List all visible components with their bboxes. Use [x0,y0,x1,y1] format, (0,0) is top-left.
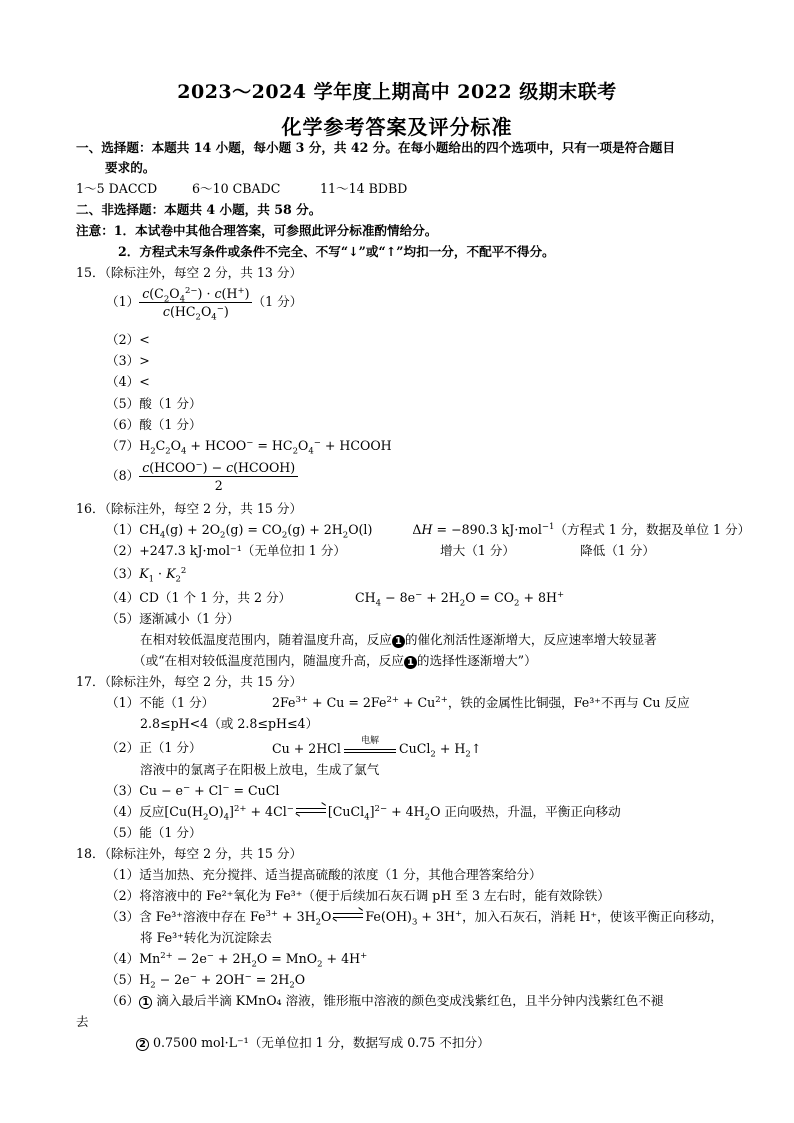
q16-answer-5-alternative: （或“在相对较低温度范围内，随温度升高，反应 1 的选择性逐渐增大”） [133,653,537,668]
q15-answer-2: （2）< [106,332,150,347]
q15-a1-tag: （1） [106,294,140,309]
q16-answer-5: （5）逐渐减小（1 分） [106,611,240,626]
electrolysis-arrow: 电解 [344,740,396,756]
q17-answer-4: （4）反应$[Cu(H_2O)_4]^{2+} + 4Cl^-$ [CuCl$_4$]$^{2-}$ + $4H_2O$ 正向吸热，升温，平衡正向移动 [106,803,621,823]
choice-answers-6-10: 6～10 CBADC [192,181,281,196]
q17-answer-2-equation: Cu + 2HCl 电解 CuCl$_2$ + $H_2↑$ [272,736,482,760]
q16-answer-5-explanation: 在相对较低温度范围内，随着温度升高，反应 1 的催化剂活性逐渐增大，反应速率增大较显著 [140,632,657,647]
circled-1-icon: 1 [139,996,152,1009]
q18-answer-6: （6） 1 滴入最后半滴 KMnO₄ 溶液，锥形瓶中溶液的颜色变成浅紫红色，且半分钟内浅紫红色不褪 [106,993,664,1008]
section2-instructions: 二、非选择题：本题共 4 小题，共 58 分。 [76,202,322,217]
q15-answer-8: （8） $\frac{c(HCOO^-) - c(HCOOH)}{2}$ [106,459,298,494]
q16-answer-3: $(3)K_1 \cdot K_2^2$ [106,565,187,585]
reversible-arrow-icon [296,805,326,817]
q18-answer-1: （1）适当加热、充分搅拌、适当提高硫酸的浓度（1 分，其他合理答案给分） [106,867,542,882]
q18-answer-5: $(5)H_2 - 2e^- + 2OH^- = 2H_2O$ [106,971,306,991]
q16-answer-2: （2）+247.3 kJ·mol⁻¹（无单位扣 1 分） [106,543,346,558]
q17-answer-1-equation: $2Fe^{3+} + Cu = 2Fe^{2+} + Cu^{2+}$，铁的金属性比铜强，Fe³⁺不再与 Cu 反应 [272,694,690,710]
circled-1-icon: 1 [404,656,417,669]
q17-answer-2-explanation: 溶液中的氯离子在阳极上放电，生成了氯气 [140,762,380,777]
q18-answer-6-wrap: 去 [76,1014,89,1029]
choice-answers-11-14: 11～14 BDBD [320,181,408,196]
document-title: 化学参考答案及评分标准 [281,115,513,139]
q15-answer-1 [106,285,303,323]
q15-heading: 15．（除标注外，每空 2 分，共 13 分） [76,265,303,280]
q18-answer-3-cont: 将 Fe³⁺转化为沉淀除去 [140,930,272,945]
q18-answer-4: $(4)Mn^{2+} - 2e^- + 2H_2O = MnO_2 + 4H^+$ [106,950,368,970]
section1-instructions-cont: 要求的。 [105,160,156,175]
q18-answer-3: （3）含 Fe³⁺溶液中存在 $Fe^{3+} + 3H_2O$ $Fe(OH)_3 + 3H^+$，加入石灰石，消耗 H⁺，使该平衡正向移动， [106,908,723,928]
section1-instructions: 一、选择题：本题共 14 小题，每小题 3 分，共 42 分。在每小题给出的四个选项中，只有一项是符合题目 [76,140,676,155]
q17-answer-3: （3）Cu − e− + Cl− = CuCl [106,782,280,798]
q16-answer-2b: 增大（1 分） [440,543,515,558]
reversible-arrow-icon [333,910,363,922]
q17-answer-1-ph-range: 2.8≤pH<4（或 2.8≤pH≤4） [140,716,319,731]
q15-a8-fraction: $\frac{c(HCOO^-) - c(HCOOH)}{2}$ [139,459,298,494]
choice-answers-1-5: 1～5 DACCD [76,181,158,196]
q17-answer-2: （2）正（1 分） [106,740,202,755]
q16-answer-2c: 降低（1 分） [580,543,655,558]
note-1: 注意：1．本试卷中其他合理答案，可参照此评分标准酌情给分。 [76,223,438,238]
q16-answer-4-equation: $CH_4 - 8e^- + 2H_2O = CO_2 + 8H^+$ [355,589,565,609]
q17-answer-1: （1）不能（1 分） [106,695,215,710]
q15-answer-6: （6）酸（1 分） [106,417,202,432]
q16-answer-1: $(1)CH_4(g) + 2O_2(g) = CO_2(g) + 2H_2O(l) \Delta H = -890.3$ kJ·mol$^{-1}$（方程式 1 分，数据及单位 1 分） [106,521,751,541]
q15-answer-4: （4）< [106,374,150,389]
q17-answer-5: （5）能（1 分） [106,825,202,840]
q18-answer-6-part2: 2 0.7500 mol·L⁻¹（无单位扣 1 分，数据写成 0.75 不扣分） [136,1035,490,1051]
q15-answer-7: $(7)H_2C_2O_4$ + HCOO− = $HC_2O_4^-$ + HCOOH [106,437,392,457]
q18-answer-2: （2）将溶液中的 Fe²⁺氧化为 Fe³⁺（便于后续加石灰石调 pH 至 3 左右时，能有效除铁） [106,888,610,903]
q16-heading: 16．（除标注外，每空 2 分，共 15 分） [76,501,303,516]
q16-answer-4: （4）CD（1 个 1 分，共 2 分） [106,590,292,605]
q15-answer-3: （3）> [106,353,150,368]
q17-heading: 17．（除标注外，每空 2 分，共 15 分） [76,674,303,689]
circled-2-icon: 2 [136,1038,149,1051]
q15-a1-fraction: $\frac{c(C_2O_4^{2-}) \cdot c(H^+)}{c(HC_2O_4^-)}$ [139,285,252,320]
q15-answer-5: （5）酸（1 分） [106,396,202,411]
q18-heading: 18．（除标注外，每空 2 分，共 15 分） [76,846,303,861]
circled-1-icon: 1 [392,635,405,648]
q15-a1-score: （1 分） [252,294,303,309]
note-2: 2．方程式未写条件或条件不完全、不写“↓”或“↑”均扣一分，不配平不得分。 [118,244,555,259]
exam-title: 2023～2024 学年度上期高中 2022 级期末联考 [177,81,617,103]
